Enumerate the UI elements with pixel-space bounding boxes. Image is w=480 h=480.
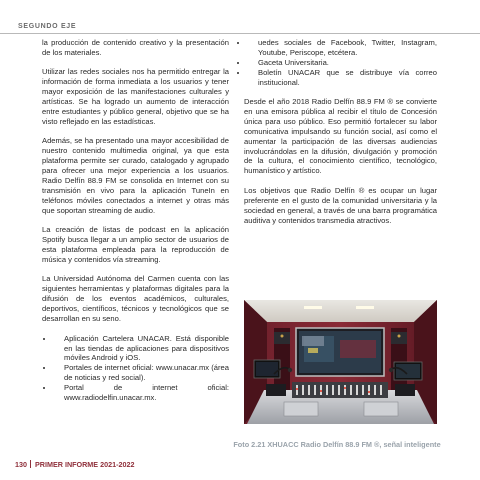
- figure-caption: Foto 2.21 XHUACC Radio Delfín 88.9 FM ®, señal inteligente: [233, 440, 441, 449]
- paragraph: la producción de contenido creativo y la presentación de los materiales.: [42, 38, 229, 57]
- header-divider: [0, 33, 480, 34]
- radio-studio-photo: [244, 300, 437, 424]
- list-item: • Gaceta Universitaria.: [248, 58, 437, 68]
- paragraph: La creación de listas de podcast en la aplicación Spotify busca llegar a un amplio sector de usuarios de esta plataforma empleada para la reproducción de música y contenidos vía streaming.: [42, 225, 229, 264]
- paragraph: La Universidad Autónoma del Carmen cuenta con las siguientes herramientas y plataformas digitales para la difusión de los eventos académicos, culturales, deportivos, científicos, técnicos y tecnológicos que se desarrollan en su seno.: [42, 274, 229, 323]
- paragraph: Los objetivos que Radio Delfín ® es ocupar un lugar preferente en el gusto de la comunidad universitaria y la sociedad en general, a través de una barra programática auditiva y contenidos transmedia atractivos.: [244, 185, 437, 225]
- bullet-list: [244, 38, 437, 88]
- paragraph: Utilizar las redes sociales nos ha permitido entregar la información de forma inmediata a los usuarios y tener mayor exposición de las manifestaciones culturales y artísticas. Se ha logrado un aumento de interacción entre estudiantes y público general, objetivo que se ha visto reflejado en las estadísticas.: [42, 67, 229, 126]
- list-item: • Portales de internet oficial: www.unacar.mx (área de noticias y red social).: [54, 363, 229, 383]
- bullet-list: [42, 334, 229, 403]
- list-item: • uedes sociales de Facebook, Twitter, Instagram, Youtube, Periscope, etcétera.: [248, 38, 437, 58]
- footer-divider: [30, 460, 31, 468]
- list-item: • Boletín UNACAR que se distribuye vía correo institucional.: [248, 68, 437, 88]
- paragraph: Desde el año 2018 Radio Delfín 88.9 FM ® se convierte en una emisora pública al recibir el título de Concesión única para uso público. Eso permitió fortalecer su labor comunicativa impulsando su función social, así como el aumentar la participación de las diversas audiencias involucrándolas en la difusión, divulgación y promoción de la cultura, el conocimiento científico, tecnológico, humanístico y artístico.: [244, 97, 437, 176]
- page-number: 130: [15, 460, 27, 469]
- left-column: [42, 38, 229, 413]
- right-column: [244, 38, 437, 235]
- list-item: • Aplicación Cartelera UNACAR. Está disponible en las tiendas de aplicaciones para dispositivos móviles Android y iOS.: [54, 334, 229, 364]
- paragraph: Además, se ha presentado una mayor accesibilidad de nuestro contenido multimedia original, ya que esta plataforma permite ser curado, catalogado y agrupado para ofrecer una mejor experiencia a los usuarios. Radio Delfín 88.9 FM se consolida en Internet con su transmisión en vivo para la aplicación TuneIn en teléfonos móviles conectados a internet y otras más que soportan streaming de audio.: [42, 136, 229, 215]
- list-item: • Portal de internet oficial: www.radiodelfin.unacar.mx.: [54, 383, 229, 403]
- section-header: SEGUNDO EJE: [18, 23, 77, 30]
- report-title: PRIMER INFORME 2021-2022: [35, 460, 135, 469]
- page-footer: [15, 460, 134, 469]
